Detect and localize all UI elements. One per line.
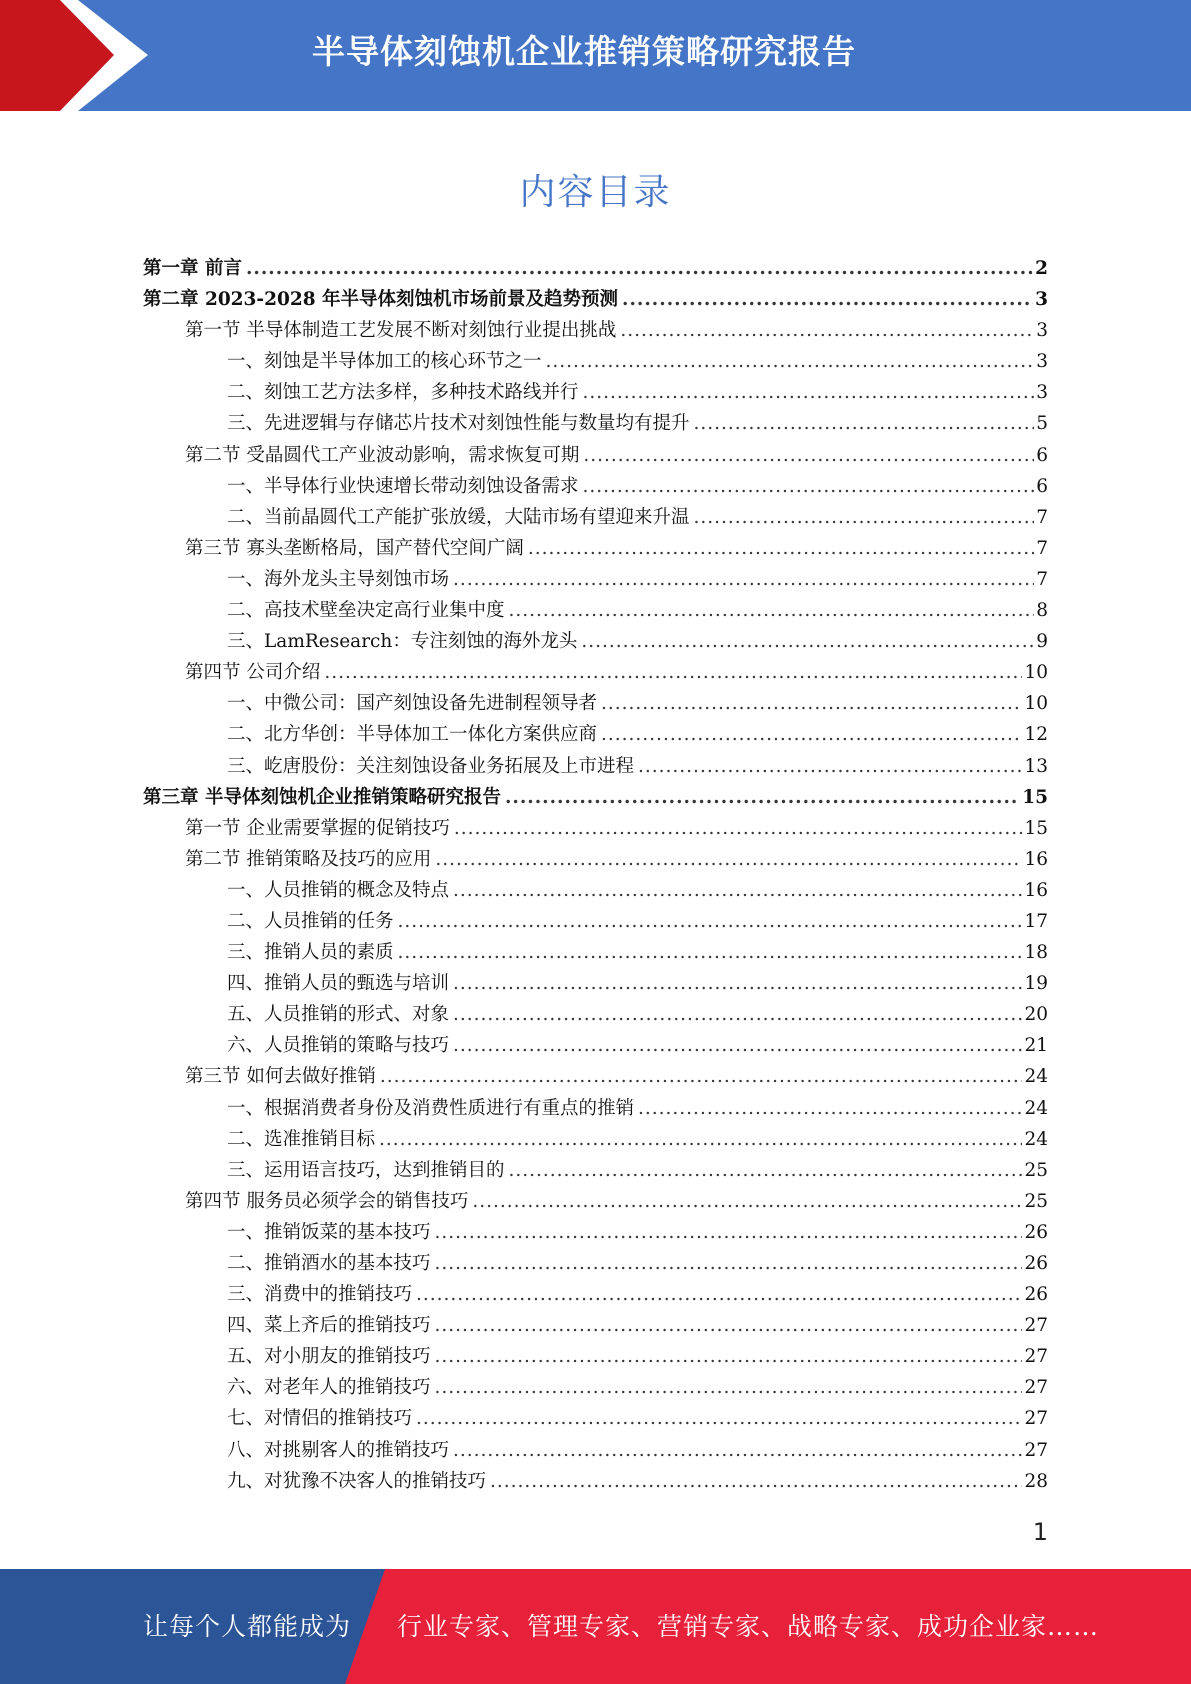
toc-entry-page: 16 xyxy=(1024,879,1048,901)
toc-dot-leader xyxy=(622,289,1033,310)
toc-entry-page: 25 xyxy=(1024,1159,1048,1181)
toc-entry[interactable] xyxy=(143,409,1048,440)
toc-entry[interactable] xyxy=(143,1436,1048,1467)
toc-dot-leader xyxy=(581,631,1034,652)
toc-entry-label: 三、屹唐股份：关注刻蚀设备业务拓展及上市进程 xyxy=(227,755,635,777)
toc-entry[interactable] xyxy=(143,1125,1048,1156)
toc-dot-leader xyxy=(583,382,1035,403)
toc-dot-leader xyxy=(620,320,1034,341)
toc-dot-leader xyxy=(546,351,1035,372)
toc-entry-label: 二、推销酒水的基本技巧 xyxy=(227,1253,431,1274)
toc-entry-label: 三、推销人员的素质 xyxy=(227,942,394,964)
toc-entry-page: 24 xyxy=(1024,1128,1048,1150)
toc-dot-leader xyxy=(505,787,1020,808)
toc-dot-leader xyxy=(398,911,1023,932)
toc-entry-label: 第一章 前言 xyxy=(143,258,242,279)
toc-entry-page: 7 xyxy=(1036,506,1048,528)
footer-band xyxy=(0,1569,1191,1684)
toc-entry[interactable] xyxy=(143,1031,1048,1062)
toc-entry-label: 一、根据消费者身份及消费性质进行有重点的推销 xyxy=(227,1097,635,1119)
toc-entry-label: 四、菜上齐后的推销技巧 xyxy=(227,1315,431,1337)
toc-entry[interactable] xyxy=(143,441,1048,472)
toc-entry-page: 10 xyxy=(1024,662,1048,684)
toc-entry-page: 6 xyxy=(1036,444,1048,466)
toc-entry-label: 二、北方华创：半导体加工一体化方案供应商 xyxy=(227,724,598,746)
toc-entry[interactable] xyxy=(143,1404,1048,1435)
toc-entry[interactable] xyxy=(143,627,1048,658)
toc-entry-page: 19 xyxy=(1024,973,1048,995)
toc-dot-leader xyxy=(694,413,1035,434)
toc-entry-page: 27 xyxy=(1024,1346,1048,1368)
toc-entry-label: 第三节 寡头垄断格局，国产替代空间广阔 xyxy=(185,537,524,559)
toc-entry[interactable] xyxy=(143,1156,1048,1187)
header-band xyxy=(0,0,1191,111)
toc-entry-label: 一、半导体行业快速增长带动刻蚀设备需求 xyxy=(227,475,579,497)
toc-dot-leader xyxy=(528,538,1034,559)
toc-entry-label: 三、消费中的推销技巧 xyxy=(227,1284,413,1306)
toc-dot-leader xyxy=(379,1129,1022,1150)
toc-entry[interactable] xyxy=(143,565,1048,596)
toc-entry-label: 第一节 半导体制造工艺发展不断对刻蚀行业提出挑战 xyxy=(185,320,617,342)
header-title: 半导体刻蚀机企业推销策略研究报告 xyxy=(312,32,856,71)
toc-entry[interactable] xyxy=(143,1218,1048,1249)
toc-entry-page: 3 xyxy=(1036,320,1048,342)
toc-entry[interactable] xyxy=(143,720,1048,751)
toc-entry[interactable] xyxy=(143,752,1048,783)
toc-entry[interactable] xyxy=(143,534,1048,565)
toc-dot-leader xyxy=(472,1191,1022,1212)
toc-entry[interactable] xyxy=(143,1000,1048,1031)
toc-entry[interactable] xyxy=(143,689,1048,720)
toc-entry[interactable] xyxy=(143,938,1048,969)
toc-entry[interactable] xyxy=(143,1467,1048,1498)
toc-entry-page: 15 xyxy=(1022,786,1048,808)
toc-entry-label: 一、中微公司：国产刻蚀设备先进制程领导者 xyxy=(227,693,598,715)
toc-dot-leader xyxy=(509,1160,1023,1181)
toc-dot-leader xyxy=(435,1377,1023,1398)
toc-entry-page: 2 xyxy=(1035,258,1048,279)
toc-dot-leader xyxy=(583,445,1034,466)
toc-entry-label: 第四节 服务员必须学会的销售技巧 xyxy=(185,1190,469,1212)
toc-dot-leader xyxy=(380,1066,1023,1087)
toc-entry-label: 五、对小朋友的推销技巧 xyxy=(227,1346,431,1368)
toc-entry-page: 9 xyxy=(1036,631,1048,653)
toc-dot-leader xyxy=(435,849,1022,870)
toc-entry-label: 八、对挑剔客人的推销技巧 xyxy=(227,1439,450,1461)
toc-entry-page: 18 xyxy=(1024,942,1048,964)
toc-entry-page: 27 xyxy=(1024,1315,1048,1337)
toc-entry[interactable] xyxy=(143,1062,1048,1093)
toc-entry[interactable] xyxy=(143,285,1048,316)
toc-entry-label: 第四节 公司介绍 xyxy=(185,662,321,684)
toc-dot-leader xyxy=(453,1440,1022,1461)
toc-entry-page: 27 xyxy=(1024,1439,1048,1461)
toc-entry-label: 三、先进逻辑与存储芯片技术对刻蚀性能与数量均有提升 xyxy=(227,413,690,435)
toc-entry[interactable] xyxy=(143,783,1048,814)
toc-entry-label: 四、推销人员的甄选与培训 xyxy=(227,973,450,995)
toc-dot-leader xyxy=(398,942,1023,963)
toc-entry-page: 3 xyxy=(1036,351,1048,373)
toc-entry[interactable] xyxy=(143,1187,1048,1218)
toc-entry-page: 26 xyxy=(1024,1253,1048,1274)
toc-entry-label: 七、对情侣的推销技巧 xyxy=(227,1408,413,1430)
toc-entry-page: 16 xyxy=(1024,848,1048,870)
toc-entry-page: 8 xyxy=(1036,600,1048,622)
toc-entry-page: 10 xyxy=(1024,693,1048,715)
toc-entry-label: 第一节 企业需要掌握的促销技巧 xyxy=(185,817,450,839)
toc-dot-leader xyxy=(435,1346,1023,1367)
toc-entry[interactable] xyxy=(143,1311,1048,1342)
toc-entry[interactable] xyxy=(143,907,1048,938)
toc-entry-page: 7 xyxy=(1036,568,1048,590)
table-of-contents xyxy=(143,254,1048,1498)
toc-entry-page: 3 xyxy=(1035,289,1048,311)
toc-entry-label: 三、运用语言技巧，达到推销目的 xyxy=(227,1159,505,1181)
toc-entry-page: 5 xyxy=(1036,413,1048,435)
toc-entry-page: 24 xyxy=(1024,1097,1048,1119)
toc-dot-leader xyxy=(435,1253,1023,1274)
toc-entry-label: 第二节 受晶圆代工产业波动影响，需求恢复可期 xyxy=(185,444,580,466)
footer-slogan-right: 行业专家、管理专家、营销专家、战略专家、成功企业家…… xyxy=(397,1612,1100,1641)
toc-entry-label: 九、对犹豫不决客人的推销技巧 xyxy=(227,1470,487,1492)
toc-dot-leader xyxy=(453,973,1022,994)
toc-title: 内容目录 xyxy=(519,172,672,213)
toc-entry-page: 20 xyxy=(1024,1004,1048,1026)
toc-entry-label: 二、刻蚀工艺方法多样，多种技术路线并行 xyxy=(227,382,579,404)
toc-entry-label: 一、刻蚀是半导体加工的核心环节之一 xyxy=(227,351,542,373)
toc-entry-label: 第三节 如何去做好推销 xyxy=(185,1066,376,1088)
toc-entry[interactable] xyxy=(143,316,1048,347)
toc-dot-leader xyxy=(601,724,1022,745)
toc-entry[interactable] xyxy=(143,347,1048,378)
page-number: 1 xyxy=(1032,1518,1048,1546)
toc-entry[interactable] xyxy=(143,472,1048,503)
toc-entry-page: 24 xyxy=(1024,1066,1048,1088)
toc-entry-page: 13 xyxy=(1024,755,1048,777)
toc-entry-page: 17 xyxy=(1024,910,1048,932)
toc-entry-page: 26 xyxy=(1024,1221,1048,1243)
toc-entry-label: 三、LamResearch：专注刻蚀的海外龙头 xyxy=(227,631,578,653)
toc-entry-label: 二、当前晶圆代工产能扩张放缓，大陆市场有望迎来升温 xyxy=(227,506,690,528)
toc-dot-leader xyxy=(416,1408,1022,1429)
toc-dot-leader xyxy=(601,693,1022,714)
toc-dot-leader xyxy=(453,1035,1022,1056)
toc-dot-leader xyxy=(324,662,1022,683)
toc-entry[interactable] xyxy=(143,254,1048,285)
toc-entry[interactable] xyxy=(143,378,1048,409)
toc-entry-label: 一、推销饭菜的基本技巧 xyxy=(227,1221,431,1243)
toc-dot-leader xyxy=(509,600,1035,621)
toc-entry[interactable] xyxy=(143,969,1048,1000)
toc-entry[interactable] xyxy=(143,503,1048,534)
toc-entry-label: 第二章 2023-2028 年半导体刻蚀机市场前景及趋势预测 xyxy=(143,289,619,311)
toc-entry-page: 3 xyxy=(1036,382,1048,404)
toc-entry[interactable] xyxy=(143,814,1048,845)
toc-entry[interactable] xyxy=(143,1373,1048,1404)
toc-entry-page: 12 xyxy=(1024,724,1048,746)
toc-entry-label: 第二节 推销策略及技巧的应用 xyxy=(185,848,432,870)
toc-entry-label: 一、海外龙头主导刻蚀市场 xyxy=(227,568,450,590)
toc-entry-label: 六、人员推销的策略与技巧 xyxy=(227,1035,450,1057)
toc-dot-leader xyxy=(416,1284,1022,1305)
toc-dot-leader xyxy=(454,818,1023,839)
toc-entry-page: 15 xyxy=(1024,817,1048,839)
toc-dot-leader xyxy=(638,756,1022,777)
toc-entry-page: 7 xyxy=(1036,537,1048,559)
footer-slogan-left: 让每个人都能成为 xyxy=(143,1612,352,1641)
toc-dot-leader xyxy=(435,1315,1023,1336)
toc-entry[interactable] xyxy=(143,845,1048,876)
toc-entry[interactable] xyxy=(143,1342,1048,1373)
toc-entry-label: 二、人员推销的任务 xyxy=(227,910,394,932)
toc-entry-label: 六、对老年人的推销技巧 xyxy=(227,1377,431,1399)
toc-entry-page: 27 xyxy=(1024,1377,1048,1399)
toc-entry-page: 27 xyxy=(1024,1408,1048,1430)
toc-entry[interactable] xyxy=(143,596,1048,627)
toc-entry-page: 26 xyxy=(1024,1284,1048,1306)
toc-dot-leader xyxy=(453,880,1022,901)
toc-entry[interactable] xyxy=(143,1280,1048,1311)
toc-dot-leader xyxy=(246,258,1033,279)
toc-dot-leader xyxy=(453,569,1034,590)
toc-entry-page: 6 xyxy=(1036,475,1048,497)
toc-entry-label: 一、人员推销的概念及特点 xyxy=(227,879,450,901)
toc-entry[interactable] xyxy=(143,658,1048,689)
toc-entry-page: 21 xyxy=(1024,1035,1048,1057)
toc-dot-leader xyxy=(583,476,1035,497)
toc-entry-label: 二、高技术壁垒决定高行业集中度 xyxy=(227,600,505,622)
toc-dot-leader xyxy=(490,1471,1022,1492)
toc-entry-label: 二、选准推销目标 xyxy=(227,1128,376,1150)
toc-dot-leader xyxy=(638,1098,1022,1119)
toc-entry[interactable] xyxy=(143,1249,1048,1280)
toc-entry-page: 25 xyxy=(1024,1190,1048,1212)
toc-entry-label: 第三章 半导体刻蚀机企业推销策略研究报告 xyxy=(143,786,501,808)
toc-entry-label: 五、人员推销的形式、对象 xyxy=(227,1004,450,1026)
toc-entry[interactable] xyxy=(143,876,1048,907)
toc-dot-leader xyxy=(435,1222,1023,1243)
toc-dot-leader xyxy=(453,1004,1022,1025)
toc-entry-page: 28 xyxy=(1024,1470,1048,1492)
toc-entry[interactable] xyxy=(143,1094,1048,1125)
toc-dot-leader xyxy=(694,507,1035,528)
